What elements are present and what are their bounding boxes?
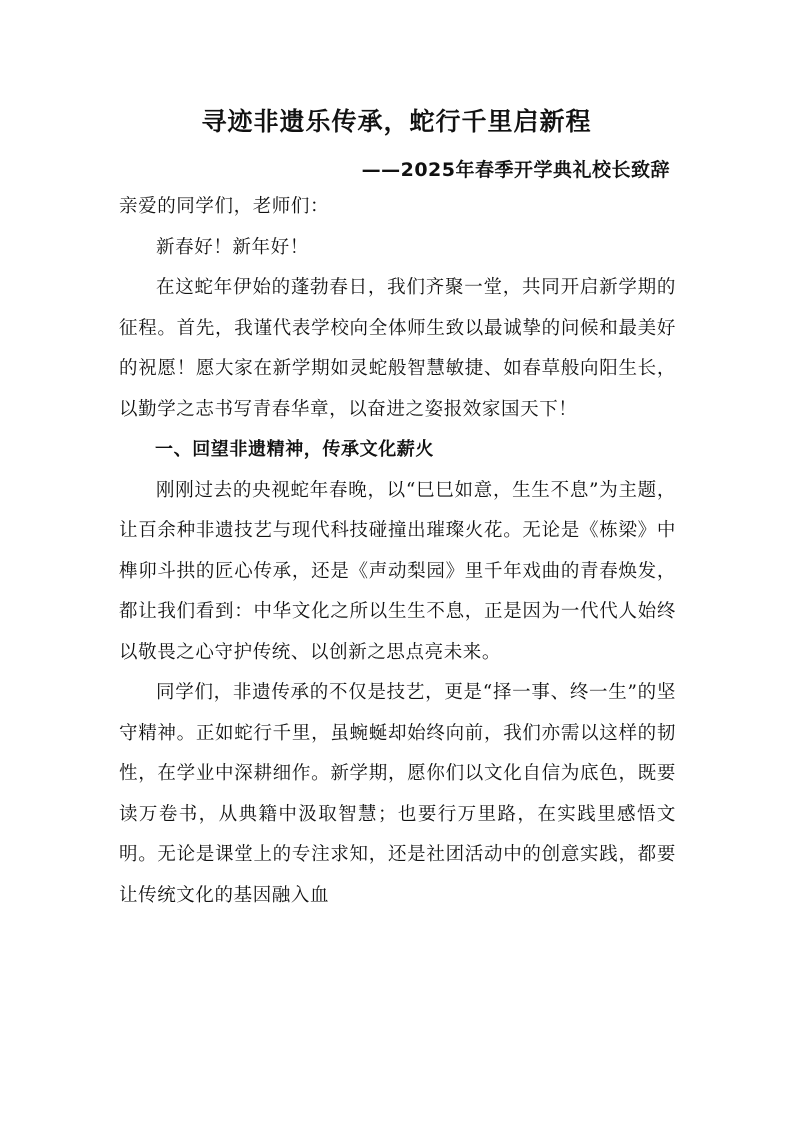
paragraph-2: 刚刚过去的央视蛇年春晚，以“巳巳如意，生生不息”为主题，让百余种非遗技艺与现代科技碰撞出璀璨火花。无论是《栋梁》中榫卯斗拱的匠心传承，还是《声动梨园》里千年戏曲的青春焕发，都让我们看到：中华文化之所以生生不息，正是因为一代代人始终以敬畏之心守护传统、以创新之思点亮未来。 xyxy=(119,479,676,663)
greeting: 新春好！新年好！ xyxy=(156,236,309,258)
document-title: 寻迹非遗乐传承，蛇行千里启新程 xyxy=(201,107,592,136)
paragraph-1: 在这蛇年伊始的蓬勃春日，我们齐聚一堂，共同开启新学期的征程。首先，我谨代表学校向全体师生致以最诚挚的问候和最美好的祝愿！愿大家在新学期如灵蛇般智慧敏捷、如春草般向阳生长，以勤学之志书写青春华章，以奋进之姿报效家国天下！ xyxy=(119,277,676,420)
salutation: 亲爱的同学们，老师们： xyxy=(119,196,330,217)
document-subtitle: ——2025年春季开学典礼校长致辞 xyxy=(361,159,670,181)
paragraph-3: 同学们，非遗传承的不仅是技艺，更是“择一事、终一生”的坚守精神。正如蛇行千里，虽蜿蜒却始终向前，我们亦需以这样的韧性，在学业中深耕细作。新学期，愿你们以文化自信为底色，既要读万卷书，从典籍中汲取智慧；也要行万里路，在实践里感悟文明。无论是课堂上的专注求知，还是社团活动中的创意实践，都要让传统文化的基因融入血 xyxy=(119,682,676,906)
document-body xyxy=(119,187,676,916)
section-1-heading: 一、回望非遗精神，传承文化薪火 xyxy=(155,439,434,460)
